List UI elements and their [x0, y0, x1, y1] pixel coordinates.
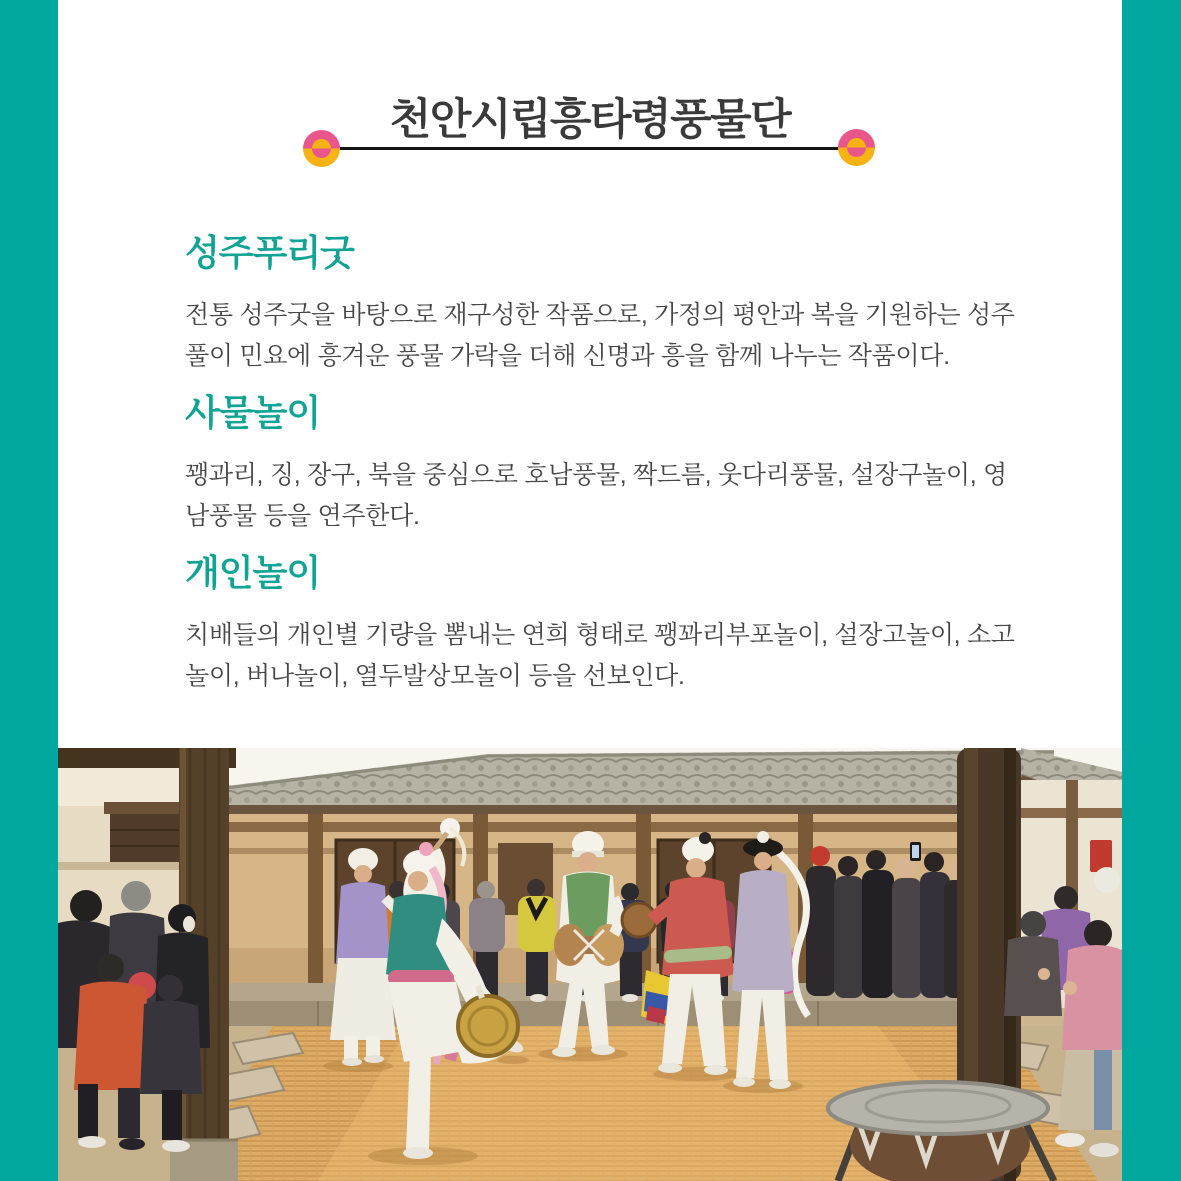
divider-ornament-right-icon [838, 129, 875, 166]
section-heading: 사물놀이 [185, 392, 321, 433]
section-body: 전통 성주굿을 바탕으로 재구성한 작품으로, 가정의 평안과 복을 기원하는 성주풀이 민요에 흥겨운 풍물 가락을 더해 신명과 흥을 함께 나누는 작품이다. [185, 301, 1015, 370]
section-seongjupurigut [185, 225, 1015, 377]
left-border [0, 0, 58, 1181]
section-gaeinnori [185, 545, 1015, 697]
section-samulnori [185, 385, 1015, 537]
section-body: 꽹과리, 징, 장구, 북을 중심으로 호남풍물, 짝드름, 웃다리풍물, 설장구놀이, 영남풍물 등을 연주한다. [185, 461, 1007, 530]
section-body: 치배들의 개인별 기량을 뽐내는 연희 형태로 꽹꽈리부포놀이, 설장고놀이, 소고놀이, 버나놀이, 열두발상모놀이 등을 선보인다. [185, 621, 1015, 690]
divider-ornament-left-icon [303, 130, 340, 167]
divider-ornament-inner [312, 139, 331, 158]
title-divider-line [338, 147, 840, 150]
right-border [1122, 0, 1181, 1181]
section-heading: 개인놀이 [185, 552, 321, 593]
divider-ornament-inner [847, 138, 866, 157]
performance-photo-illustration [58, 748, 1122, 1181]
page-title: 천안시립흥타령풍물단 [389, 96, 791, 144]
performance-photo [58, 748, 1122, 1181]
section-heading: 성주푸리굿 [185, 232, 354, 273]
